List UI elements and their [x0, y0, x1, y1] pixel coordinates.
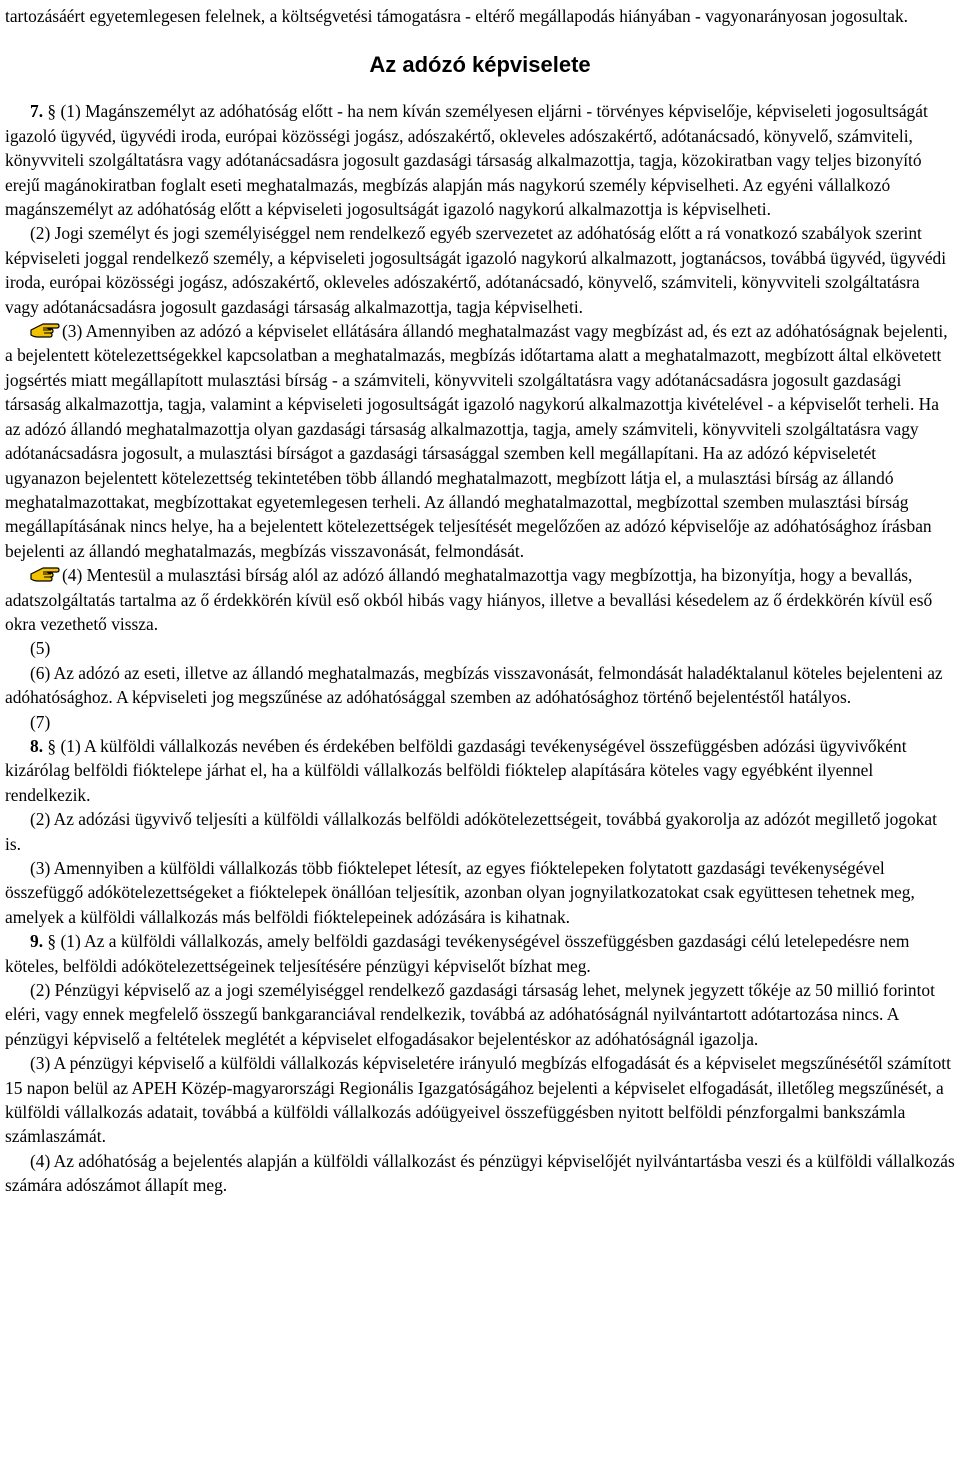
s7-p1-text: (1) Magánszemélyt az adóhatóság előtt - ha nem kíván személyesen eljárni - törvényes képviselője, képviseleti jogosultságát igazoló ügyvéd, ügyvédi iroda, európai közösségi jogász, adószakértő, okleveles adószakértő, adótanácsadó, könyvelő, számviteli, könyvviteli szolgáltatásra vagy adótanácsadásra jogosult gazdasági társaság alkalmazottja, tagja, közokiratban vagy teljes bizonyító erejű magánokiratban foglalt eseti meghatalmazás, megbízás alapján más nagykorú személy képviselheti. Az egyéni vállalkozó magánszemélyt az adóhatóság előtt a képviseleti jogosultságát igazoló nagykorú alkalmazottja is képviselheti. [5, 101, 928, 220]
s8-p1-text: (1) A külföldi vállalkozás nevében és érdekében belföldi gazdasági tevékenységével összefüggésben adózási ügyvivőként kizárólag belföldi fióktelepe járhat el, ha a külföldi vállalkozás belföldi fióktelep alapítására köteles vagy egyébként ilyennel rendelkezik. [5, 735, 907, 805]
intro-paragraph: tartozásáért egyetemlegesen felelnek, a költségvetési támogatásra - eltérő megállapodás hiányában - vagyonarányosan jogosultak. [5, 6, 908, 26]
s8-paragraph-2: (2) Az adózási ügyvivő teljesíti a külföldi vállalkozás belföldi adókötelezettségeit, továbbá gyakorolja az adózót megillető jogokat is. [5, 809, 937, 854]
section-title: Az adózó képviselete [369, 52, 591, 78]
pointing-hand-icon [30, 564, 60, 584]
pointing-hand-icon [30, 320, 60, 340]
paragraph-sign: § [47, 101, 57, 122]
s7-paragraph-1 [5, 99, 955, 221]
s7-p4-text: (4) Mentesül a mulasztási bírság alól az adózó állandó meghatalmazottja vagy megbízottja, ha bizonyítja, hogy a bevallás, adatszolgáltatás tartalma az ő érdekkörén kívül eső okból hibás vagy hiányos, illetve a bevallási késedelem az ő érdekkörén kívül eső okra vezethető vissza. [5, 565, 933, 634]
s7-paragraph-6: (6) Az adózó az eseti, illetve az állandó meghatalmazás, megbízás visszavonását, felmondását haladéktalanul köteles bejelenteni az adóhatósághoz. A képviseleti jog megszűnése az adóhatósággal szemben az adóhatósághoz történő bejelentéstől hatályos. [5, 662, 943, 708]
s7-paragraph-2: (2) Jogi személyt és jogi személyiséggel nem rendelkező egyéb szervezetet az adóhatóság előtt a rá vonatkozó szabályok szerint képviseleti joggal rendelkező személy, a képviseleti jogosultságát igazoló nagykorú alkalmazott, jogtanácsos, továbbá ügyvéd, ügyvédi iroda, európai közösségi jogász, adószakértő, okleveles adószakértő, adótanácsadó, könyvelő, számviteli, könyvviteli szolgáltatásra vagy adótanácsadásra jogosult gazdasági társaság alkalmazottja, tagja képviselheti. [5, 223, 947, 317]
paragraph-sign: § [47, 931, 57, 952]
s9-p1-text: (1) Az a külföldi vállalkozás, amely belföldi gazdasági tevékenységével összefüggésben gazdasági célú letelepedésre nem köteles, belföldi adókötelezettségeinek teljesítésére pénzügyi képviselőt bízhat meg. [5, 931, 910, 976]
s8-paragraph-1 [5, 734, 955, 807]
section-number-8: 8. [30, 735, 44, 756]
s9-paragraph-3: (3) A pénzügyi képviselő a külföldi vállalkozás képviseletére irányuló megbízás elfogadását és a képviselet megszűnésétől számított 15 napon belül az APEH Közép-magyarországi Regionális Igazgatóságához bejelenti a képviselet elfogadását, illetőleg megszűnését, a külföldi vállalkozás adatait, továbbá a külföldi vállalkozás adóügyeivel összefüggésben nyitott belföldi pénzforgalmi bankszámla számlaszámát. [5, 1053, 951, 1147]
s7-paragraph-7: (7) [30, 711, 51, 732]
s8-paragraph-3: (3) Amennyiben a külföldi vállalkozás több fióktelepet létesít, az egyes fióktelepeken folytatott gazdasági tevékenységével összefüggő adókötelezettségeket a fióktelepek önállóan teljesítik, azonban olyan jognyilatkozatokat csak együttesen tehetnek meg, amelyek a külföldi vállalkozás más belföldi fióktelepeinek adózására is kihatnak. [5, 858, 915, 927]
section-number-9: 9. [30, 931, 44, 952]
document-page [5, 4, 955, 1198]
paragraph-sign: § [47, 735, 57, 756]
s7-p3-text: (3) Amennyiben az adózó a képviselet ellátására állandó meghatalmazást vagy megbízást ad, és ezt az adóhatóságnak bejelenti, a bejelentett kötelezettségekkel kapcsolatban a meghatalmazás, megbízás időtartama alatt a meghatalmazott, megbízott által elkövetett jogsértés miatt megállapított mulasztási bírság - a számviteli, könyvviteli szolgáltatásra vagy adótanácsadásra jogosult gazdasági társaság alkalmazottja, tagja, valamint a képviseleti jogosultságát igazoló nagykorú alkalmazottja kivételével - a képviselőt terheli. Ha az adózó állandó meghatalmazottja olyan gazdasági társaság alkalmazottja, tagja, amely számviteli, könyvviteli szolgáltatásra vagy adótanácsadásra jogosult, a mulasztási bírságot a gazdasági társasággal szemben kell megállapítani. Ha az adózó képviseletét ugyanazon bejelentett kötelezettség tekintetében több állandó meghatalmazott, megbízott látja el, a mulasztási bírság az állandó meghatalmazottakat, megbízottakat egyetemlegesen terheli. Az állandó meghatalmazottal, megbízottal szemben mulasztási bírság megállapításának nincs helye, ha a bejelentett kötelezettségek teljesítését megelőzően az adózó képviselője az adóhatósághoz írásban bejelenti az állandó meghatalmazás, megbízás visszavonását, felmondását. [5, 321, 948, 561]
s7-paragraph-4 [5, 563, 955, 636]
s9-paragraph-2: (2) Pénzügyi képviselő az a jogi személyiséggel rendelkező gazdasági társaság lehet, melynek jegyzett tőkéje az 50 millió forintot eléri, vagy ennek megfelelő összegű bankgaranciával rendelkezik, továbbá az adóhatóságnál nyilvántartott adótartozása nincs. A pénzügyi képviselő a feltételek meglétét a képviselet elfogadásakor bejelentéskor az adóhatóságnál igazolja. [5, 980, 935, 1049]
section-number-7: 7. [30, 101, 44, 122]
s9-paragraph-1 [5, 929, 955, 978]
s9-paragraph-4: (4) Az adóhatóság a bejelentés alapján a külföldi vállalkozást és pénzügyi képviselőjét nyilvántartásba veszi és a külföldi vállalkozás számára adószámot állapít meg. [5, 1150, 955, 1196]
s7-paragraph-3 [5, 319, 955, 563]
s7-paragraph-5: (5) [30, 638, 51, 659]
